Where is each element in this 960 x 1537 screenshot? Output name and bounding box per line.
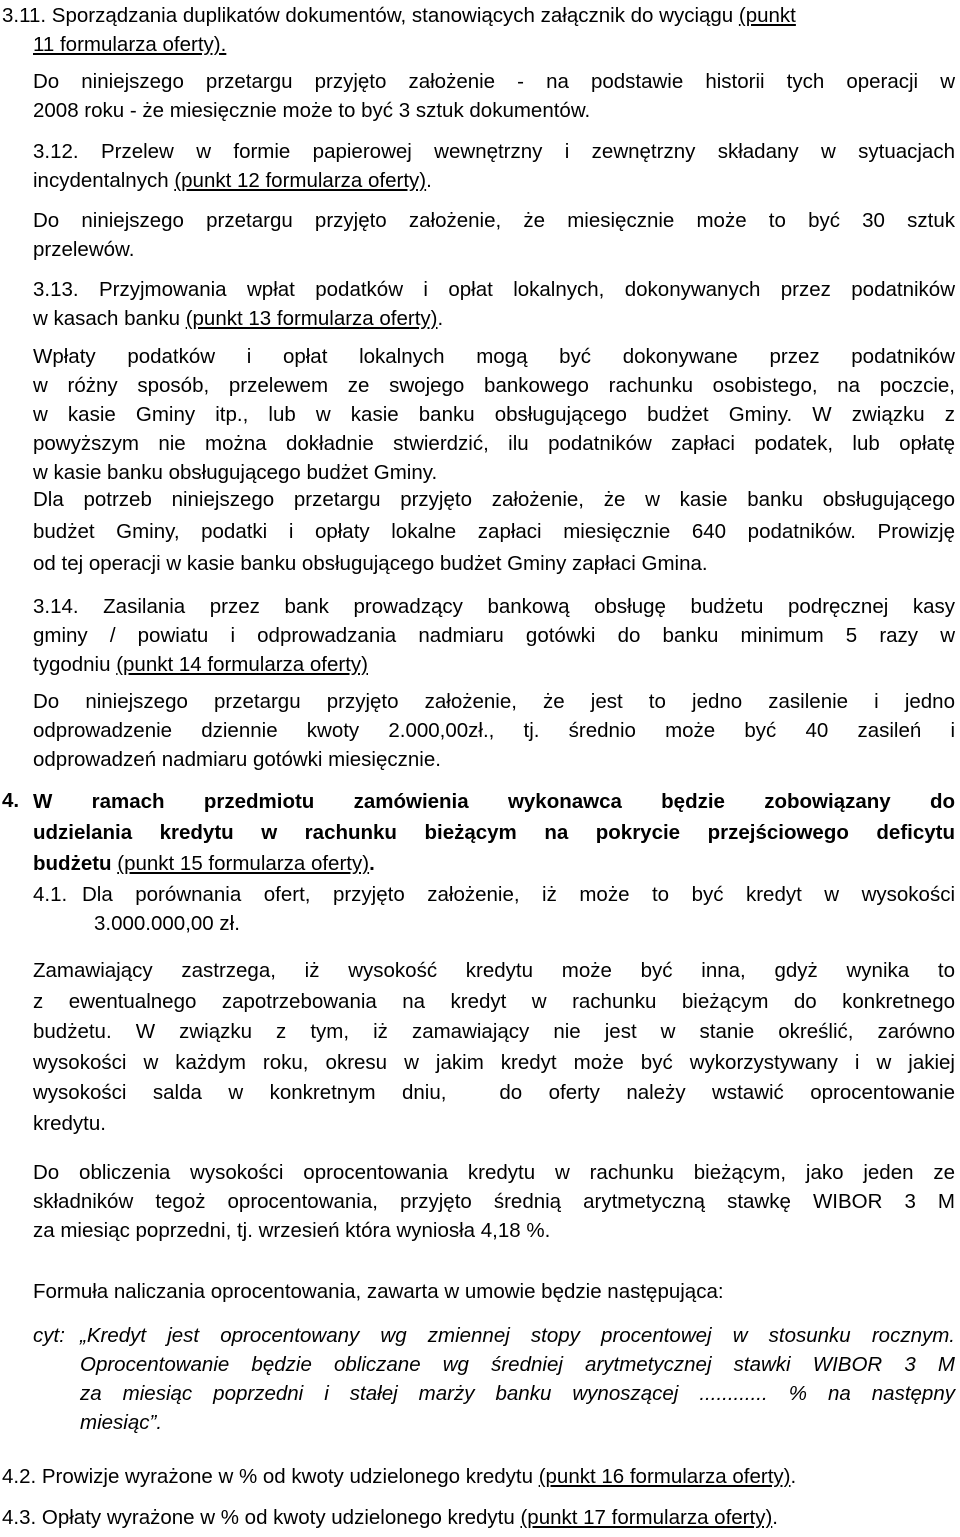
form-reference: (punkt: [738, 4, 796, 27]
body-line: składników tegoż oprocentowania, przyjęto średnią arytmetyczną stawkę WIBOR 3 M: [33, 1190, 955, 1213]
body-line: za miesiąc poprzedni, tj. wrzesień która wyniosła 4,18 %.: [33, 1219, 551, 1242]
heading-line: [33, 848, 955, 879]
body-line: 2008 roku - że miesięcznie może to być 3 sztuk dokumentów.: [33, 99, 591, 122]
body-line: Do niniejszego przetargu przyjęto założenie, że jest to jedno zasilenie i jedno: [33, 690, 955, 713]
quote-line: za miesiąc poprzedni i stałej marży banku wynoszącej ............ % na następny: [80, 1382, 955, 1405]
section-4-3-text: 4.3. Opłaty wyrażone w % od kwoty udzielonego kredytu: [2, 1506, 521, 1529]
body-line: wysokości w każdym roku, okresu w jakim kredyt może być wykorzystywany i w jakiej: [33, 1050, 955, 1074]
body-line: Do obliczenia wysokości oprocentowania kredytu w rachunku bieżącym, jako jeden ze: [33, 1161, 955, 1184]
heading-line: [2, 30, 955, 59]
heading-text: budżetu: [33, 852, 118, 875]
section-4-2: [2, 1462, 955, 1491]
quote-line: „Kredyt jest oprocentowany wg zmiennej stopy procentowej w stosunku rocznym.: [80, 1324, 955, 1347]
section-4-paragraph-1: [33, 956, 955, 1140]
punctuation: .: [437, 307, 444, 330]
body-line: Dla porównania ofert, przyjęto założenie, iż może to być kredyt w wysokości: [82, 883, 955, 906]
quote-line: miesiąc”.: [80, 1411, 163, 1434]
body-line: Do niniejszego przetargu przyjęto założenie - na podstawie historii tych operacji w: [33, 70, 955, 93]
body-line: w różny sposób, przelewem ze swojego bankowego rachunku osobistego, na poczcie,: [33, 374, 955, 397]
body-line: w kasie banku obsługującego budżet Gminy.: [33, 461, 438, 484]
formula-intro: Formuła naliczania oprocentowania, zawarta w umowie będzie następująca:: [33, 1280, 724, 1303]
form-reference: (punkt 14 formularza oferty): [116, 653, 368, 676]
section-3-13-heading: [33, 275, 955, 333]
form-reference: (punkt 15 formularza oferty): [117, 852, 370, 875]
section-4-paragraph-2: [33, 1158, 955, 1245]
punctuation: .: [426, 169, 432, 192]
punctuation: .: [369, 852, 375, 875]
quote-line: Oprocentowanie będzie obliczane wg średniej arytmetycznej stawki WIBOR 3 M: [80, 1353, 955, 1376]
quote-prefix: cyt:: [33, 1324, 65, 1347]
section-4-heading: [33, 786, 955, 879]
body-line: Zamawiający zastrzega, iż wysokość kredytu może być inna, gdyż wynika to: [33, 959, 955, 982]
section-3-12-body: [33, 206, 955, 264]
punctuation: .: [790, 1465, 797, 1488]
heading-line: 3.13. Przyjmowania wpłat podatków i opłat lokalnych, dokonywanych przez podatników: [33, 278, 955, 301]
body-line: powyższym nie można dokładnie stwierdzić, ilu podatników zapłaci podatek, lub opłatę: [33, 432, 955, 455]
body-line: w kasie Gminy itp., lub w kasie banku obsługującego budżet Gminy. W związku z: [33, 403, 955, 426]
form-reference: (punkt 13 formularza oferty): [185, 307, 438, 330]
body-line: 3.000.000,00 zł.: [94, 912, 240, 935]
heading-line: [33, 304, 955, 333]
section-4-1-number: 4.1.: [33, 883, 68, 906]
body-line: budżetu. W związku z tym, iż zamawiający nie jest w stanie określić, zarówno: [33, 1020, 955, 1044]
section-3-12-heading: [33, 137, 955, 195]
section-4-3: [2, 1503, 955, 1532]
section-4-number: 4.: [2, 789, 20, 812]
body-line: od tej operacji w kasie banku obsługującego budżet Gminy zapłaci Gmina.: [33, 552, 708, 575]
heading-line: [33, 650, 955, 679]
heading-line: udzielania kredytu w rachunku bieżącym na pokrycie przejściowego deficytu: [33, 821, 955, 844]
section-3-13-paragraph-2: [33, 485, 955, 578]
heading-line: [33, 166, 955, 195]
heading-line: 3.12. Przelew w formie papierowej wewnętrzny i zewnętrzny składany w sytuacjach: [33, 140, 955, 163]
heading-text: w kasach banku: [33, 307, 186, 330]
heading-line: 3.14. Zasilania przez bank prowadzący bankową obsługę budżetu podręcznej kasy: [33, 595, 955, 618]
section-4-1-text: [82, 880, 955, 938]
heading-text: tygodniu: [33, 653, 117, 676]
section-4-2-text: 4.2. Prowizje wyrażone w % od kwoty udzielonego kredytu: [2, 1465, 539, 1488]
body-line: przelewów.: [33, 238, 135, 261]
heading-line: [2, 1, 955, 30]
punctuation: .: [772, 1506, 778, 1529]
heading-text: incydentalnych: [33, 169, 175, 192]
body-line: Dla potrzeb niniejszego przetargu przyjęto założenie, że w kasie banku obsługującego: [33, 488, 955, 511]
section-3-13-paragraph-1: [33, 342, 955, 487]
form-reference: (punkt 16 formularza oferty): [538, 1465, 791, 1488]
body-line: kredytu.: [33, 1111, 106, 1135]
body-line: budżet Gminy, podatki i opłaty lokalne zapłaci miesięcznie 640 podatników. Prowizję: [33, 520, 955, 543]
section-3-14-body: [33, 687, 955, 774]
body-line: odprowadzeń nadmiaru gotówki miesięcznie.: [33, 748, 441, 771]
section-3-11-body: [33, 67, 955, 125]
heading-text: 3.11. Sporządzania duplikatów dokumentów, stanowiących załącznik do wyciągu: [2, 4, 739, 27]
heading-line: W ramach przedmiotu zamówienia wykonawca będzie zobowiązany do: [33, 790, 955, 813]
body-line: Wpłaty podatków i opłat lokalnych mogą być dokonywane przez podatników: [33, 345, 955, 368]
body-line: wysokości salda w konkretnym dniu, do oferty należy wstawić oprocentowanie: [33, 1081, 955, 1105]
section-3-14-heading: [33, 592, 955, 679]
form-reference: 11 formularza oferty).: [33, 33, 227, 56]
section-3-11-heading: [2, 1, 955, 59]
body-line: z ewentualnego zapotrzebowania na kredyt w rachunku bieżącym do konkretnego: [33, 989, 955, 1013]
form-reference: (punkt 17 formularza oferty): [520, 1506, 773, 1529]
body-line: Do niniejszego przetargu przyjęto założenie, że miesięcznie może to być 30 sztuk: [33, 209, 955, 232]
form-reference: (punkt 12 formularza oferty): [174, 169, 427, 192]
credit-formula-quote: [80, 1321, 955, 1437]
heading-line: gminy / powiatu i odprowadzania nadmiaru gotówki do banku minimum 5 razy w: [33, 624, 955, 647]
body-line: odprowadzenie dziennie kwoty 2.000,00zł., tj. średnio może być 40 zasileń i: [33, 719, 955, 742]
